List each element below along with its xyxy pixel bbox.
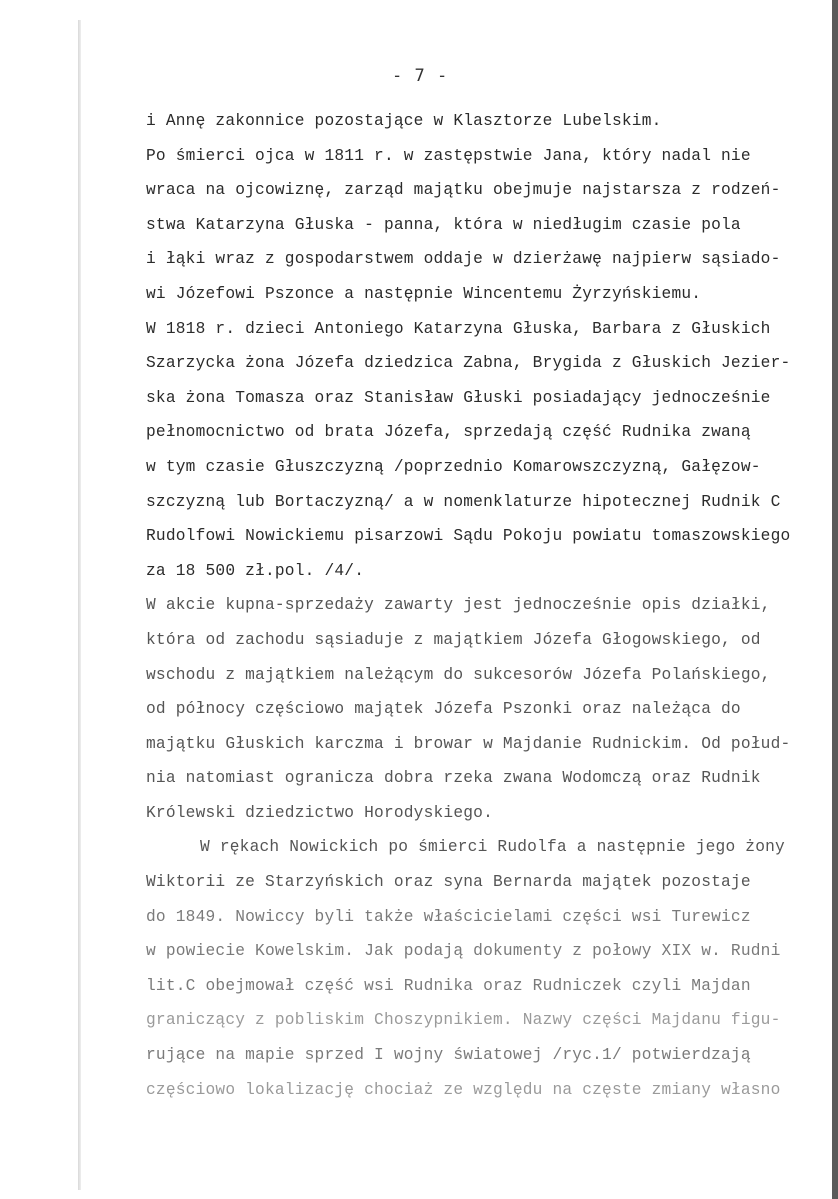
text-line: w powiecie Kowelskim. Jak podają dokumenty z połowy XIX w. Rudni: [146, 942, 781, 961]
text-line: szczyzną lub Bortaczyzną/ a w nomenklaturze hipotecznej Rudnik C: [146, 492, 781, 511]
text-line: nia natomiast ogranicza dobra rzeka zwana Wodomczą oraz Rudnik: [146, 769, 761, 788]
text-line: Po śmierci ojca w 1811 r. w zastępstwie Jana, który nadal nie: [146, 146, 751, 165]
text-line: od północy częściowo majątek Józefa Pszonki oraz należąca do: [146, 700, 741, 719]
text-line: W 1818 r. dzieci Antoniego Katarzyna Głuska, Barbara z Głuskich: [146, 319, 771, 338]
text-line: Wiktorii ze Starzyńskich oraz syna Bernarda majątek pozostaje: [146, 873, 751, 892]
text-line: wraca na ojcowiznę, zarząd majątku obejmuje najstarsza z rodzeń-: [146, 181, 781, 200]
text-line: Królewski dziedzictwo Horodyskiego.: [146, 803, 493, 822]
page-number: - 7 -: [392, 66, 449, 86]
text-line: do 1849. Nowiccy byli także właścicielami części wsi Turewicz: [146, 907, 751, 926]
text-line: wschodu z majątkiem należącym do sukcesorów Józefa Polańskiego,: [146, 665, 771, 684]
text-line: Rudolfowi Nowickiemu pisarzowi Sądu Pokoju powiatu tomaszowskiego: [146, 527, 791, 546]
text-line: lit.C obejmował część wsi Rudnika oraz Rudniczek czyli Majdan: [146, 976, 751, 995]
text-line: za 18 500 zł.pol. /4/.: [146, 561, 365, 580]
text-line: częściowo lokalizację chociaż ze względu na częste zmiany własno: [146, 1080, 781, 1099]
text-line: majątku Głuskich karczma i browar w Majdanie Rudnickim. Od połud-: [146, 734, 791, 753]
scan-fold-line: [78, 20, 81, 1190]
text-line: stwa Katarzyna Głuska - panna, która w niedługim czasie pola: [146, 215, 741, 234]
text-line: rujące na mapie sprzed I wojny światowej /ryc.1/ potwierdzają: [146, 1046, 751, 1065]
text-line: W akcie kupna-sprzedaży zawarty jest jednocześnie opis działki,: [146, 596, 771, 615]
text-line: pełnomocnictwo od brata Józefa, sprzedają część Rudnika zwaną: [146, 423, 751, 442]
text-line: ska żona Tomasza oraz Stanisław Głuski posiadający jednocześnie: [146, 388, 771, 407]
text-line: graniczący z pobliskim Choszypnikiem. Nazwy części Majdanu figu-: [146, 1011, 781, 1030]
typed-text-body: [146, 104, 822, 1107]
text-line: w tym czasie Głuszczyzną /poprzednio Komarowszczyzną, Gałęzow-: [146, 457, 761, 476]
scan-edge: [832, 0, 838, 1199]
text-line: W rękach Nowickich po śmierci Rudolfa a następnie jego żony: [200, 838, 785, 857]
text-line: i łąki wraz z gospodarstwem oddaje w dzierżawę najpierw sąsiado-: [146, 250, 781, 269]
text-line: która od zachodu sąsiaduje z majątkiem Józefa Głogowskiego, od: [146, 630, 761, 649]
text-line: Szarzycka żona Józefa dziedzica Zabna, Brygida z Głuskich Jezier-: [146, 354, 791, 373]
text-line: wi Józefowi Pszonce a następnie Wincentemu Żyrzyńskiemu.: [146, 284, 702, 303]
text-line: i Annę zakonnice pozostające w Klasztorze Lubelskim.: [146, 112, 662, 130]
